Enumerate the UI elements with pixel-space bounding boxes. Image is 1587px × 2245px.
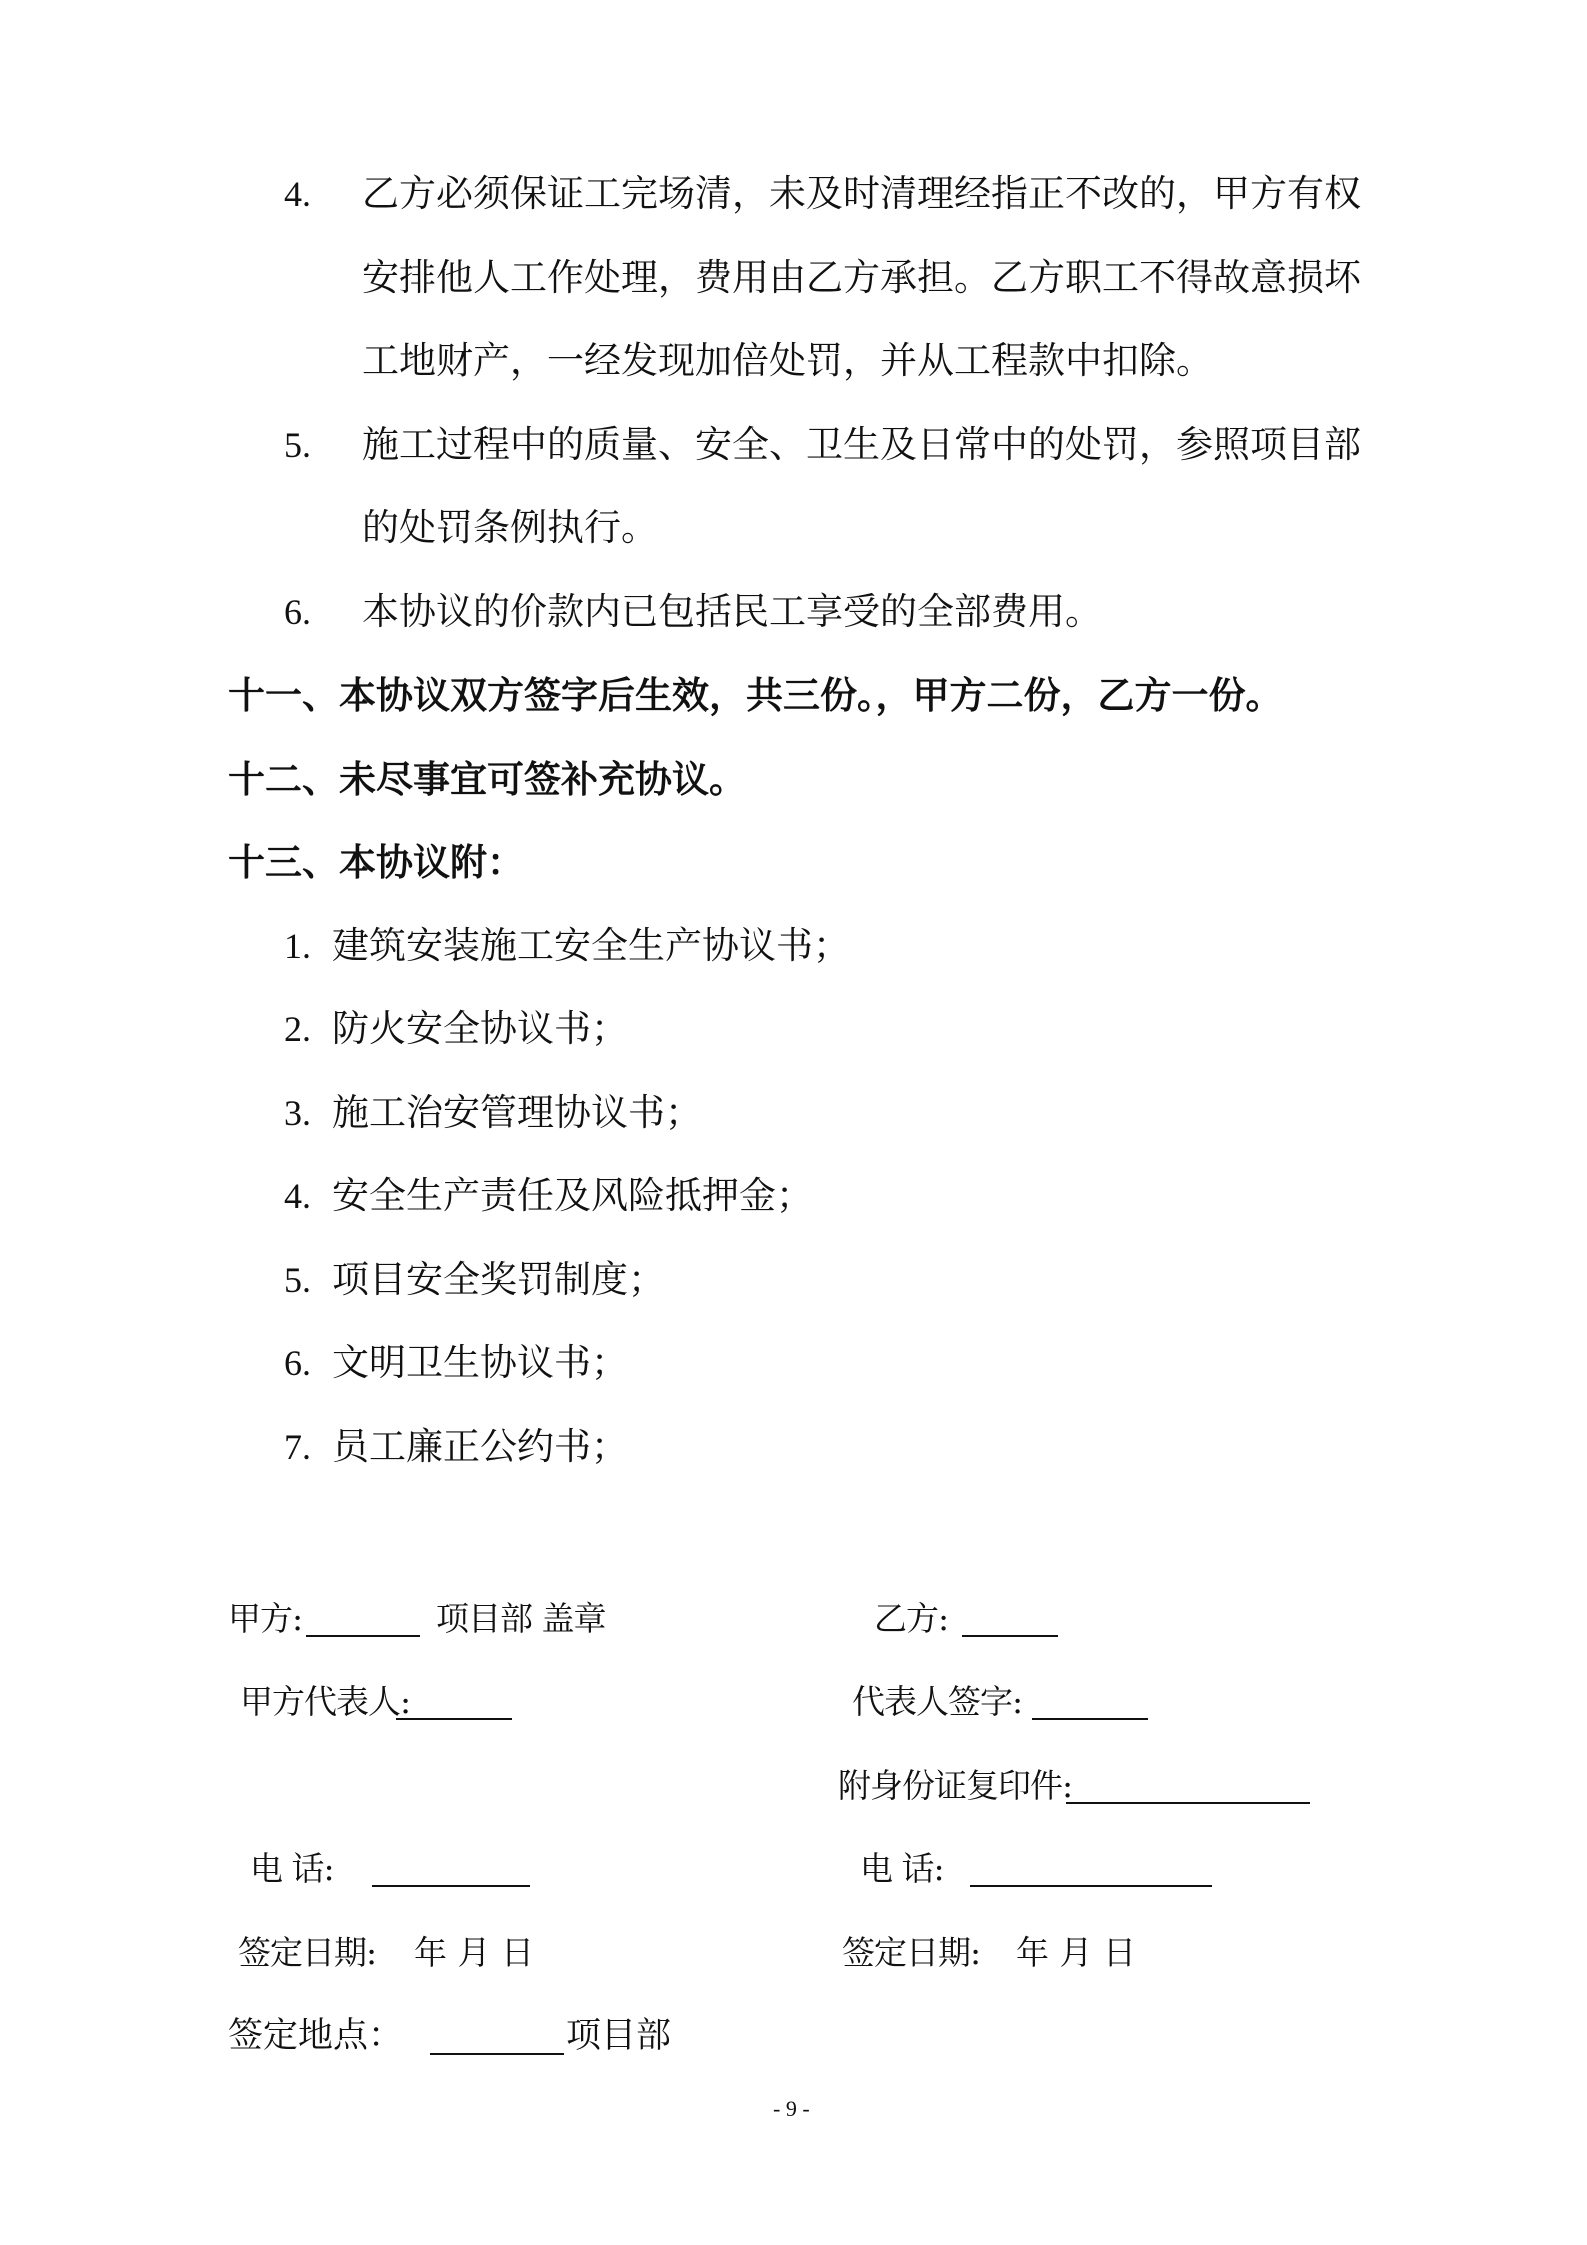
section-thirteen: 十三、本协议附： <box>228 840 524 884</box>
attachment-item: 项目安全奖罚制度； <box>332 1258 665 1301</box>
clause-line: 的处罚条例执行。 <box>362 506 658 549</box>
attachment-number: 1. <box>284 926 311 966</box>
party-b-phone-label: 电 话: <box>860 1849 944 1888</box>
signing-place-value: 项目部 <box>566 2016 672 2056</box>
party-b-phone-blank <box>970 1885 1212 1887</box>
party-b-label: 乙方: <box>874 1599 949 1638</box>
section-eleven: 十一、本协议双方签字后生效，共三份。，甲方二份，乙方一份。 <box>228 673 1283 717</box>
clause-number: 6. <box>284 592 311 632</box>
party-b-rep-blank <box>1032 1718 1148 1720</box>
clause-line: 工地财产，一经发现加倍处罚，并从工程款中扣除。 <box>362 339 1213 382</box>
party-b-blank <box>962 1635 1058 1637</box>
attachment-item: 防火安全协议书； <box>332 1007 628 1050</box>
attachment-number: 4. <box>284 1176 311 1216</box>
section-twelve: 十二、未尽事宜可签补充协议。 <box>228 757 746 801</box>
attachment-number: 7. <box>284 1427 311 1467</box>
attachment-item: 安全生产责任及风险抵押金； <box>332 1174 813 1217</box>
attachment-item: 员工廉正公约书； <box>332 1425 628 1468</box>
signing-place-label: 签定地点： <box>228 2016 404 2056</box>
party-a-blank <box>306 1635 420 1637</box>
id-copy-label: 附身份证复印件: <box>838 1766 1073 1805</box>
party-b-rep-label: 代表人签字: <box>852 1682 1023 1721</box>
attachment-number: 2. <box>284 1009 311 1049</box>
party-b-date-label: 签定日期: <box>842 1933 981 1972</box>
party-a-phone-label: 电 话: <box>250 1849 334 1888</box>
attachment-item: 施工治安管理协议书； <box>332 1091 702 1134</box>
page-number: - 9 - <box>773 2096 810 2121</box>
clause-number: 5. <box>284 425 311 465</box>
party-a-label: 甲方: <box>228 1599 303 1638</box>
clause-line: 施工过程中的质量、安全、卫生及日常中的处罚，参照项目部 <box>362 423 1361 466</box>
clause-line: 安排他人工作处理，费用由乙方承担。乙方职工不得故意损坏 <box>362 256 1361 299</box>
party-a-date-label: 签定日期: <box>238 1933 377 1972</box>
attachment-item: 建筑安装施工安全生产协议书； <box>332 924 850 967</box>
attachment-number: 5. <box>284 1260 311 1300</box>
party-a-date-value: 年 月 日 <box>414 1933 534 1972</box>
clause-line: 乙方必须保证工完场清，未及时清理经指正不改的，甲方有权 <box>362 172 1361 215</box>
id-copy-blank <box>1066 1802 1310 1804</box>
party-a-phone-blank <box>372 1885 530 1887</box>
party-a-seal-text: 项目部 盖章 <box>436 1599 606 1638</box>
attachment-number: 3. <box>284 1093 311 1133</box>
clause-line: 本协议的价款内已包括民工享受的全部费用。 <box>362 590 1102 633</box>
party-a-rep-label: 甲方代表人: <box>240 1682 411 1721</box>
signing-place-blank <box>430 2053 564 2055</box>
party-b-date-value: 年 月 日 <box>1016 1933 1136 1972</box>
attachment-item: 文明卫生协议书； <box>332 1341 628 1384</box>
clause-number: 4. <box>284 174 311 214</box>
attachment-number: 6. <box>284 1343 311 1383</box>
party-a-rep-blank <box>396 1718 512 1720</box>
